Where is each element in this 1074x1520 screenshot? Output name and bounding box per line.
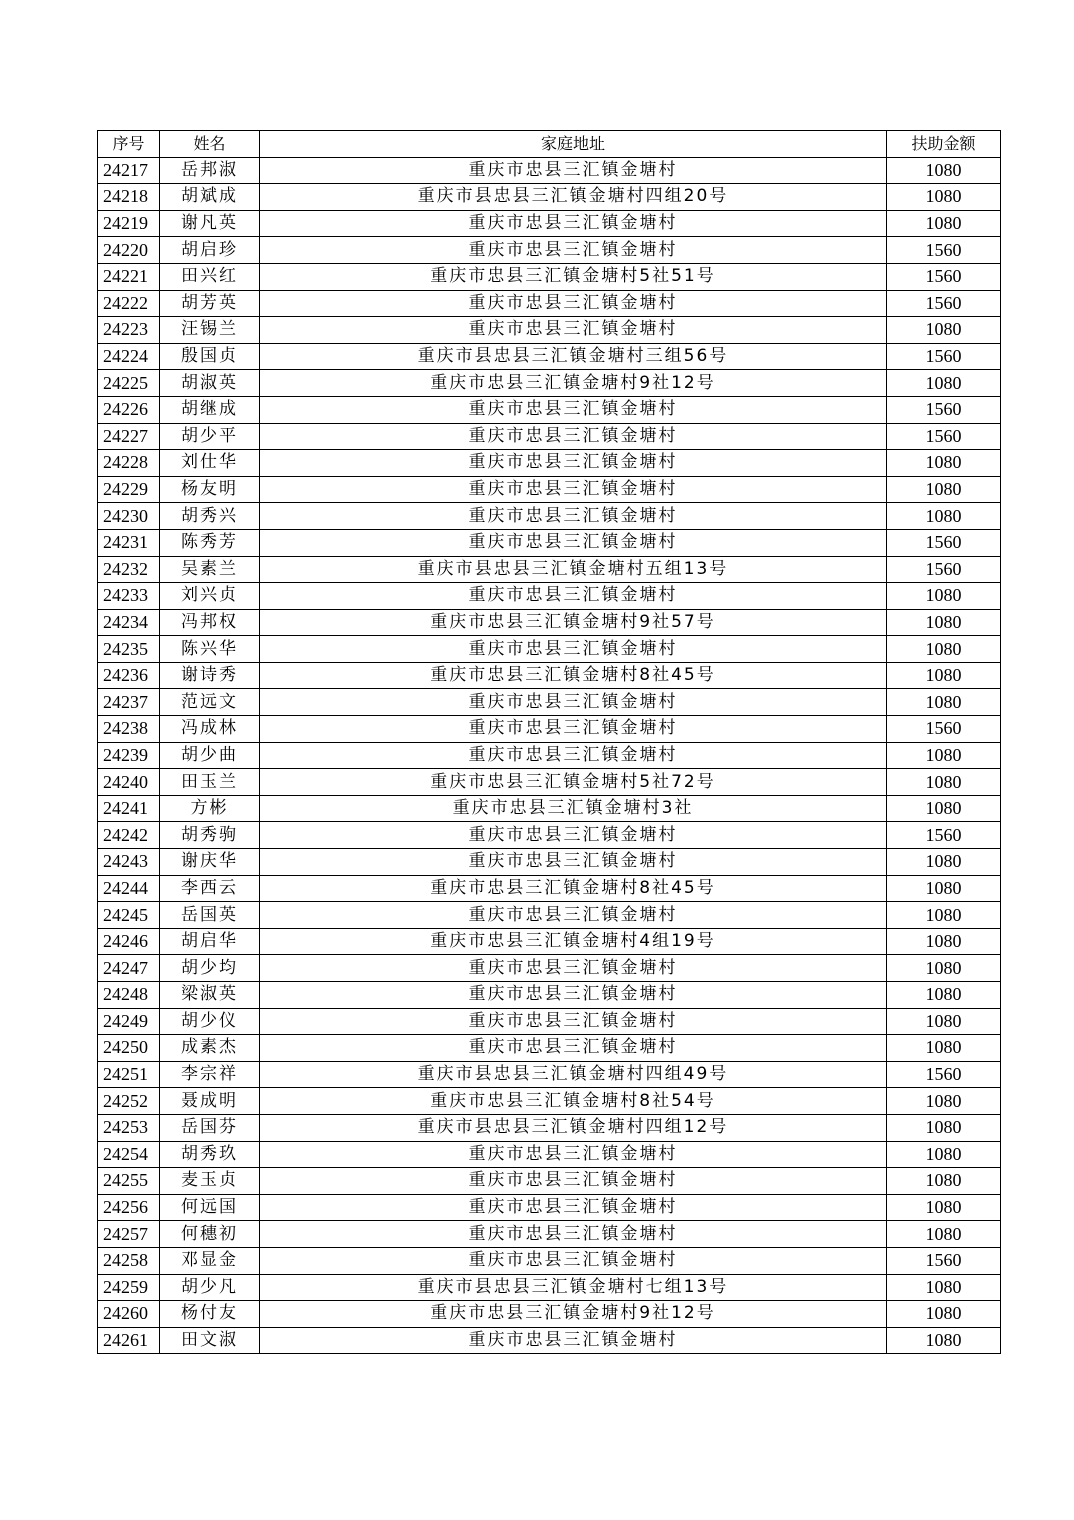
header-subsidy-amount: 扶助金额 [887,131,1001,158]
cell-name: 胡秀玖 [160,1141,260,1168]
cell-home-address: 重庆市忠县三汇镇金塘村 [260,689,887,716]
cell-name: 胡启华 [160,928,260,955]
table-row [98,1035,1001,1062]
cell-home-address: 重庆市县忠县三汇镇金塘村四组12号 [260,1114,887,1141]
cell-name: 田文淑 [160,1327,260,1354]
cell-name: 胡少曲 [160,742,260,769]
table-row [98,370,1001,397]
cell-subsidy-amount: 1080 [887,1141,1001,1168]
cell-subsidy-amount: 1560 [887,396,1001,423]
cell-home-address: 重庆市忠县三汇镇金塘村 [260,583,887,610]
cell-home-address: 重庆市县忠县三汇镇金塘村四组20号 [260,184,887,211]
cell-subsidy-amount: 1080 [887,689,1001,716]
cell-serial-number: 24261 [98,1327,160,1354]
cell-serial-number: 24244 [98,875,160,902]
cell-serial-number: 24243 [98,849,160,876]
cell-home-address: 重庆市忠县三汇镇金塘村 [260,742,887,769]
cell-serial-number: 24242 [98,822,160,849]
table-row [98,237,1001,264]
table-row [98,689,1001,716]
cell-serial-number: 24220 [98,237,160,264]
cell-serial-number: 24250 [98,1035,160,1062]
subsidy-table [97,130,1001,1354]
cell-home-address: 重庆市忠县三汇镇金塘村 [260,1168,887,1195]
table-row [98,1061,1001,1088]
table-row [98,450,1001,477]
table-row [98,1088,1001,1115]
cell-name: 胡芳英 [160,290,260,317]
cell-home-address: 重庆市忠县三汇镇金塘村 [260,1221,887,1248]
cell-subsidy-amount: 1560 [887,529,1001,556]
cell-home-address: 重庆市忠县三汇镇金塘村 [260,902,887,929]
cell-home-address: 重庆市忠县三汇镇金塘村 [260,476,887,503]
cell-serial-number: 24254 [98,1141,160,1168]
cell-subsidy-amount: 1080 [887,795,1001,822]
cell-name: 田玉兰 [160,769,260,796]
cell-serial-number: 24227 [98,423,160,450]
table-row [98,529,1001,556]
cell-subsidy-amount: 1080 [887,1274,1001,1301]
cell-home-address: 重庆市忠县三汇镇金塘村8社54号 [260,1088,887,1115]
table-row [98,184,1001,211]
cell-name: 汪锡兰 [160,317,260,344]
cell-home-address: 重庆市忠县三汇镇金塘村9社12号 [260,1301,887,1328]
cell-home-address: 重庆市忠县三汇镇金塘村 [260,1141,887,1168]
cell-serial-number: 24247 [98,955,160,982]
cell-home-address: 重庆市忠县三汇镇金塘村 [260,237,887,264]
table-row [98,503,1001,530]
cell-home-address: 重庆市忠县三汇镇金塘村 [260,396,887,423]
cell-subsidy-amount: 1080 [887,742,1001,769]
cell-home-address: 重庆市忠县三汇镇金塘村 [260,290,887,317]
cell-name: 胡秀兴 [160,503,260,530]
cell-subsidy-amount: 1080 [887,1301,1001,1328]
table-row [98,982,1001,1009]
cell-subsidy-amount: 1080 [887,609,1001,636]
cell-subsidy-amount: 1080 [887,662,1001,689]
cell-subsidy-amount: 1080 [887,849,1001,876]
table-row [98,849,1001,876]
table-row [98,795,1001,822]
table-row [98,210,1001,237]
cell-name: 吴素兰 [160,556,260,583]
table-row [98,263,1001,290]
cell-subsidy-amount: 1080 [887,503,1001,530]
table-row [98,1141,1001,1168]
cell-serial-number: 24228 [98,450,160,477]
cell-subsidy-amount: 1080 [887,955,1001,982]
cell-name: 胡少均 [160,955,260,982]
cell-name: 岳国芬 [160,1114,260,1141]
cell-serial-number: 24252 [98,1088,160,1115]
table-row [98,716,1001,743]
cell-name: 冯邦权 [160,609,260,636]
cell-serial-number: 24257 [98,1221,160,1248]
table-row [98,1274,1001,1301]
table-row [98,822,1001,849]
table-row [98,769,1001,796]
cell-serial-number: 24229 [98,476,160,503]
cell-name: 胡少凡 [160,1274,260,1301]
cell-name: 冯成林 [160,716,260,743]
cell-serial-number: 24221 [98,263,160,290]
cell-serial-number: 24218 [98,184,160,211]
cell-home-address: 重庆市忠县三汇镇金塘村 [260,1035,887,1062]
cell-serial-number: 24222 [98,290,160,317]
cell-serial-number: 24249 [98,1008,160,1035]
table-row [98,902,1001,929]
cell-home-address: 重庆市忠县三汇镇金塘村5社72号 [260,769,887,796]
table-row [98,423,1001,450]
table-row [98,1194,1001,1221]
table-row [98,636,1001,663]
table-row [98,157,1001,184]
cell-name: 谢凡英 [160,210,260,237]
header-name: 姓名 [160,131,260,158]
cell-subsidy-amount: 1560 [887,556,1001,583]
cell-name: 杨付友 [160,1301,260,1328]
cell-subsidy-amount: 1080 [887,1327,1001,1354]
cell-name: 胡秀驹 [160,822,260,849]
cell-name: 田兴红 [160,263,260,290]
cell-serial-number: 24248 [98,982,160,1009]
cell-subsidy-amount: 1560 [887,716,1001,743]
cell-serial-number: 24238 [98,716,160,743]
cell-serial-number: 24256 [98,1194,160,1221]
cell-serial-number: 24232 [98,556,160,583]
cell-serial-number: 24224 [98,343,160,370]
cell-home-address: 重庆市忠县三汇镇金塘村 [260,1247,887,1274]
table-row [98,317,1001,344]
table-row [98,556,1001,583]
cell-subsidy-amount: 1080 [887,1088,1001,1115]
cell-home-address: 重庆市忠县三汇镇金塘村 [260,636,887,663]
cell-name: 谢庆华 [160,849,260,876]
cell-serial-number: 24234 [98,609,160,636]
cell-home-address: 重庆市县忠县三汇镇金塘村七组13号 [260,1274,887,1301]
cell-subsidy-amount: 1080 [887,769,1001,796]
cell-home-address: 重庆市忠县三汇镇金塘村 [260,822,887,849]
cell-subsidy-amount: 1080 [887,1114,1001,1141]
cell-subsidy-amount: 1080 [887,1221,1001,1248]
cell-name: 梁淑英 [160,982,260,1009]
table-row [98,928,1001,955]
cell-subsidy-amount: 1080 [887,1194,1001,1221]
cell-home-address: 重庆市忠县三汇镇金塘村9社57号 [260,609,887,636]
cell-subsidy-amount: 1080 [887,902,1001,929]
cell-name: 聂成明 [160,1088,260,1115]
cell-home-address: 重庆市忠县三汇镇金塘村 [260,423,887,450]
cell-subsidy-amount: 1080 [887,210,1001,237]
cell-serial-number: 24219 [98,210,160,237]
cell-name: 胡少平 [160,423,260,450]
cell-home-address: 重庆市忠县三汇镇金塘村 [260,1194,887,1221]
cell-home-address: 重庆市忠县三汇镇金塘村8社45号 [260,662,887,689]
table-row [98,1301,1001,1328]
cell-name: 谢诗秀 [160,662,260,689]
cell-home-address: 重庆市忠县三汇镇金塘村3社 [260,795,887,822]
cell-serial-number: 24253 [98,1114,160,1141]
header-serial-number: 序号 [98,131,160,158]
cell-name: 岳国英 [160,902,260,929]
table-row [98,1114,1001,1141]
cell-serial-number: 24235 [98,636,160,663]
cell-home-address: 重庆市县忠县三汇镇金塘村三组56号 [260,343,887,370]
cell-subsidy-amount: 1080 [887,370,1001,397]
table-row [98,875,1001,902]
cell-name: 胡淑英 [160,370,260,397]
cell-home-address: 重庆市忠县三汇镇金塘村9社12号 [260,370,887,397]
table-header-row [98,131,1001,158]
table-row [98,476,1001,503]
cell-name: 胡继成 [160,396,260,423]
cell-home-address: 重庆市忠县三汇镇金塘村8社45号 [260,875,887,902]
cell-subsidy-amount: 1560 [887,822,1001,849]
cell-serial-number: 24251 [98,1061,160,1088]
cell-home-address: 重庆市忠县三汇镇金塘村 [260,529,887,556]
cell-serial-number: 24225 [98,370,160,397]
cell-subsidy-amount: 1080 [887,875,1001,902]
cell-home-address: 重庆市忠县三汇镇金塘村 [260,982,887,1009]
cell-name: 陈兴华 [160,636,260,663]
cell-serial-number: 24245 [98,902,160,929]
cell-name: 杨友明 [160,476,260,503]
table-row [98,396,1001,423]
cell-subsidy-amount: 1080 [887,928,1001,955]
cell-subsidy-amount: 1560 [887,343,1001,370]
cell-serial-number: 24231 [98,529,160,556]
cell-subsidy-amount: 1080 [887,636,1001,663]
cell-subsidy-amount: 1080 [887,1035,1001,1062]
cell-name: 邓显金 [160,1247,260,1274]
cell-serial-number: 24258 [98,1247,160,1274]
cell-subsidy-amount: 1080 [887,450,1001,477]
cell-serial-number: 24259 [98,1274,160,1301]
cell-name: 李宗祥 [160,1061,260,1088]
cell-subsidy-amount: 1080 [887,1008,1001,1035]
cell-serial-number: 24217 [98,157,160,184]
table-row [98,742,1001,769]
cell-home-address: 重庆市忠县三汇镇金塘村 [260,716,887,743]
cell-subsidy-amount: 1560 [887,1247,1001,1274]
cell-name: 殷国贞 [160,343,260,370]
cell-subsidy-amount: 1560 [887,237,1001,264]
cell-subsidy-amount: 1560 [887,263,1001,290]
table-row [98,662,1001,689]
cell-home-address: 重庆市忠县三汇镇金塘村 [260,849,887,876]
cell-home-address: 重庆市忠县三汇镇金塘村 [260,1008,887,1035]
cell-serial-number: 24226 [98,396,160,423]
cell-name: 陈秀芳 [160,529,260,556]
cell-serial-number: 24233 [98,583,160,610]
cell-serial-number: 24223 [98,317,160,344]
cell-home-address: 重庆市忠县三汇镇金塘村 [260,955,887,982]
cell-home-address: 重庆市忠县三汇镇金塘村 [260,450,887,477]
cell-serial-number: 24246 [98,928,160,955]
table-row [98,290,1001,317]
cell-name: 刘仕华 [160,450,260,477]
table-row [98,1327,1001,1354]
table-row [98,955,1001,982]
cell-name: 胡少仪 [160,1008,260,1035]
cell-home-address: 重庆市县忠县三汇镇金塘村五组13号 [260,556,887,583]
cell-name: 方彬 [160,795,260,822]
cell-subsidy-amount: 1080 [887,317,1001,344]
cell-home-address: 重庆市忠县三汇镇金塘村 [260,503,887,530]
cell-home-address: 重庆市忠县三汇镇金塘村 [260,210,887,237]
cell-subsidy-amount: 1080 [887,583,1001,610]
cell-name: 麦玉贞 [160,1168,260,1195]
cell-home-address: 重庆市忠县三汇镇金塘村 [260,317,887,344]
cell-serial-number: 24260 [98,1301,160,1328]
cell-subsidy-amount: 1080 [887,1168,1001,1195]
table-row [98,343,1001,370]
cell-serial-number: 24236 [98,662,160,689]
cell-subsidy-amount: 1560 [887,423,1001,450]
table-row [98,1008,1001,1035]
cell-name: 胡启珍 [160,237,260,264]
table-row [98,583,1001,610]
cell-subsidy-amount: 1080 [887,982,1001,1009]
cell-home-address: 重庆市忠县三汇镇金塘村 [260,157,887,184]
cell-serial-number: 24239 [98,742,160,769]
cell-name: 岳邦淑 [160,157,260,184]
cell-home-address: 重庆市忠县三汇镇金塘村 [260,1327,887,1354]
cell-subsidy-amount: 1560 [887,1061,1001,1088]
cell-serial-number: 24230 [98,503,160,530]
cell-home-address: 重庆市县忠县三汇镇金塘村四组49号 [260,1061,887,1088]
cell-name: 何穗初 [160,1221,260,1248]
cell-home-address: 重庆市忠县三汇镇金塘村5社51号 [260,263,887,290]
table-row [98,1168,1001,1195]
cell-name: 胡斌成 [160,184,260,211]
header-home-address: 家庭地址 [260,131,887,158]
cell-serial-number: 24240 [98,769,160,796]
table-row [98,609,1001,636]
cell-subsidy-amount: 1080 [887,157,1001,184]
cell-subsidy-amount: 1080 [887,184,1001,211]
table-row [98,1247,1001,1274]
table-body [98,157,1001,1354]
cell-name: 何远国 [160,1194,260,1221]
cell-subsidy-amount: 1560 [887,290,1001,317]
cell-name: 李西云 [160,875,260,902]
cell-home-address: 重庆市忠县三汇镇金塘村4组19号 [260,928,887,955]
cell-name: 范远文 [160,689,260,716]
table-row [98,1221,1001,1248]
cell-serial-number: 24255 [98,1168,160,1195]
cell-name: 刘兴贞 [160,583,260,610]
cell-name: 成素杰 [160,1035,260,1062]
cell-subsidy-amount: 1080 [887,476,1001,503]
cell-serial-number: 24241 [98,795,160,822]
cell-serial-number: 24237 [98,689,160,716]
